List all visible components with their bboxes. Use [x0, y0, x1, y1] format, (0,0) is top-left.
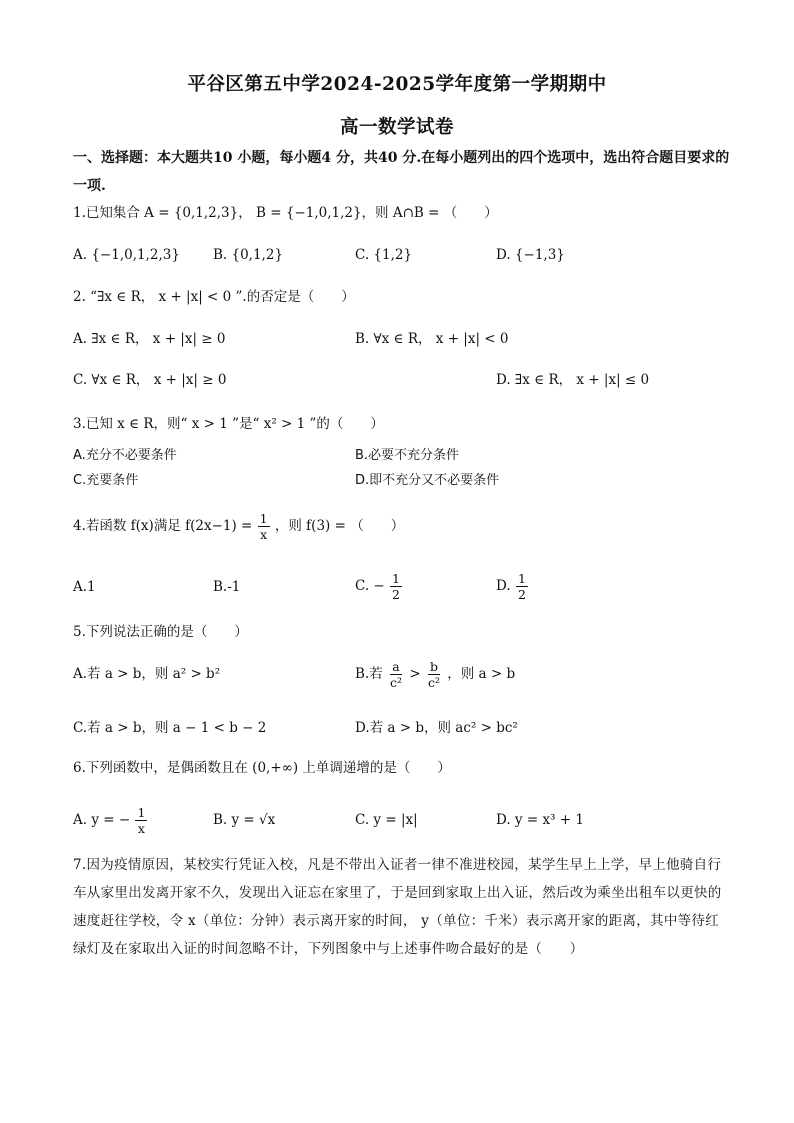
q5-option-d: D.若 a > b，则 ac² > bc² [355, 720, 518, 736]
q6-option-d: D. y = x³ + 1 [496, 812, 584, 828]
q5-stem: 5.下列说法正确的是（ ） [73, 624, 248, 640]
q2-stem: 2. “∃x ∈ R， x + |x| < 0 ”.的否定是（ ） [73, 289, 355, 305]
q4-stem [73, 508, 404, 544]
q4-fraction-denominator: x [260, 527, 268, 542]
q2-option-d: D. ∃x ∈ R， x + |x| ≤ 0 [496, 372, 650, 388]
q6-option-a-label: A. y = − [73, 812, 131, 828]
q5-option-b-numerator-1: a [392, 659, 400, 674]
q3-option-d: D.即不充分又不必要条件 [355, 473, 500, 488]
q4-stem-pre: 4.若函数 f(x)满足 f(2x−1) = [73, 518, 253, 534]
q7-stem: 7.因为疫情原因，某校实行凭证入校，凡是不带出入证者一律不准进校园，某学生早上上学，早上他骑自行车从家里出发离开家不久，发现出入证忘在家里了，于是回到家取上出入证，然后改为乘坐出租车以更快的速度赶往学校，令 x（单位：分钟）表示离开家的时间， y（单位：千米）表示离开家的距离，其中等待红绿灯及在家取出入证的时间忽略不计，下列图象中与上述事件吻合最好的是（ ） [73, 857, 722, 957]
q4-option-d-numerator: 1 [517, 571, 526, 586]
q4-option-c-label: C. − [355, 578, 385, 594]
q4-stem-post: ，则 f(3) = （ ） [274, 518, 405, 534]
q2-option-a: A. ∃x ∈ R， x + |x| ≥ 0 [73, 331, 226, 347]
q4-option-b: B.-1 [213, 579, 241, 595]
q6-option-a-denominator: x [137, 821, 145, 836]
q6-option-b: B. y = √x [213, 812, 276, 828]
q4-option-c [355, 568, 403, 604]
q4-option-d-label: D. [496, 578, 511, 594]
q1-option-d: D. {−1,3} [496, 247, 565, 263]
q6-option-a-fraction [135, 805, 147, 836]
q4-option-c-fraction [390, 571, 402, 602]
q4-fraction [258, 511, 270, 542]
exam-subtitle: 高一数学试卷 [339, 117, 454, 138]
q5-option-b-numerator-2: b [429, 659, 438, 674]
q3-stem: 3.已知 x ∈ R，则“ x > 1 ”是“ x² > 1 ”的（ ） [73, 416, 384, 432]
section-heading: 一、选择题：本大题共10 小题，每小题4 分，共40 分.在每小题列出的四个选项中，选出符合题目要求的一项. [73, 150, 730, 194]
q6-option-a [73, 802, 148, 838]
q4-option-d-denominator: 2 [517, 587, 526, 602]
q2-option-c: C. ∀x ∈ R， x + |x| ≥ 0 [73, 372, 227, 388]
q5-option-b [355, 656, 515, 692]
q5-option-b-fraction-2 [426, 659, 442, 690]
q6-option-c: C. y = |x| [355, 812, 418, 828]
q5-option-b-conclusion: ，则 a > b [447, 666, 516, 682]
q3-option-a: A.充分不必要条件 [73, 448, 177, 463]
q4-option-c-numerator: 1 [392, 571, 400, 586]
exam-title: 平谷区第五中学2024-2025学年度第一学期期中 [187, 74, 607, 95]
q4-option-d-fraction [516, 571, 528, 602]
q5-option-a: A.若 a > b，则 a² > b² [73, 666, 221, 682]
q3-option-c: C.充要条件 [73, 473, 139, 488]
q1-option-a: A. {−1,0,1,2,3} [73, 247, 180, 263]
q4-fraction-numerator: 1 [259, 511, 268, 526]
q4-option-d [496, 568, 529, 604]
q5-option-b-relation: > [409, 666, 421, 682]
q4-option-c-denominator: 2 [392, 587, 400, 602]
q6-option-a-numerator: 1 [137, 805, 146, 820]
q5-option-b-fraction-1 [388, 659, 404, 690]
q2-option-b: B. ∀x ∈ R， x + |x| < 0 [355, 331, 509, 347]
q5-option-b-denominator-2: c² [427, 675, 440, 690]
q5-option-b-denominator-1: c² [390, 675, 403, 690]
q1-option-c: C. {1,2} [355, 247, 413, 263]
q1-stem: 1.已知集合 A = {0,1,2,3}， B = {−1,0,1,2}，则 A∩B = （ ） [73, 205, 498, 221]
q6-stem: 6.下列函数中，是偶函数且在 (0,+∞) 上单调递增的是（ ） [73, 760, 451, 776]
q5-option-c: C.若 a > b，则 a − 1 < b − 2 [73, 720, 267, 736]
q4-option-a: A.1 [73, 579, 96, 595]
q5-option-b-label: B.若 [355, 666, 383, 682]
q1-option-b: B. {0,1,2} [213, 247, 284, 263]
q3-option-b: B.必要不充分条件 [355, 448, 460, 463]
